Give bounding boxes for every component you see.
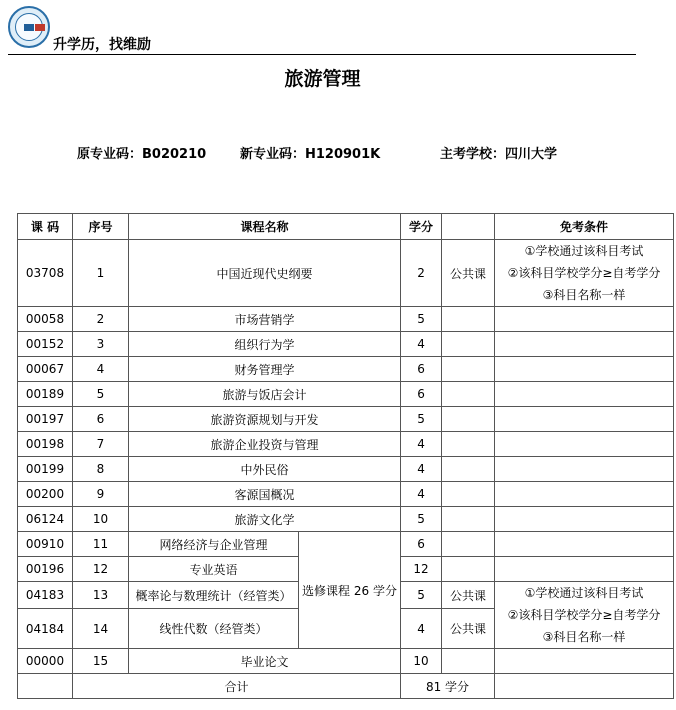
course-name: 概率论与数理统计（经管类） (129, 582, 299, 609)
table-row (18, 457, 674, 482)
course-code: 00200 (18, 482, 73, 507)
table-row (18, 482, 674, 507)
course-type (442, 507, 495, 532)
course-type (442, 532, 495, 557)
course-type (442, 482, 495, 507)
course-seq: 12 (73, 557, 129, 582)
course-code: 00152 (18, 332, 73, 357)
header-seq: 序号 (73, 214, 129, 240)
table-row (18, 432, 674, 457)
course-seq: 15 (73, 649, 129, 674)
course-name: 旅游企业投资与管理 (129, 432, 401, 457)
header-course-name: 课程名称 (129, 214, 401, 240)
header-divider (8, 54, 636, 55)
course-type (442, 382, 495, 407)
course-code: 00058 (18, 307, 73, 332)
logo-emblem (15, 13, 43, 41)
exempt-conditions (495, 240, 674, 307)
exempt-condition: ①学校通过该科目考试 (524, 586, 644, 600)
table-row (18, 332, 674, 357)
course-code: 00198 (18, 432, 73, 457)
course-code: 00067 (18, 357, 73, 382)
course-name: 客源国概况 (129, 482, 401, 507)
course-code: 06124 (18, 507, 73, 532)
course-credits: 5 (401, 307, 442, 332)
course-code: 04183 (18, 582, 73, 609)
header-type (442, 214, 495, 240)
course-seq: 8 (73, 457, 129, 482)
exempt-conditions (495, 507, 674, 532)
exempt-conditions (495, 307, 674, 332)
table-row (18, 357, 674, 382)
course-name: 组织行为学 (129, 332, 401, 357)
course-type (442, 649, 495, 674)
course-name: 中外民俗 (129, 457, 401, 482)
total-exempt-blank (495, 674, 674, 699)
course-credits: 5 (401, 407, 442, 432)
course-credits: 4 (401, 332, 442, 357)
course-seq: 11 (73, 532, 129, 557)
course-credits: 2 (401, 240, 442, 307)
course-name: 线性代数（经管类） (129, 609, 299, 649)
original-major-code: 原专业码：B020210 (77, 147, 207, 162)
course-name: 专业英语 (129, 557, 299, 582)
new-major-code: 新专业码：H120901K (240, 147, 381, 162)
course-credits: 4 (401, 609, 442, 649)
exempt-condition: ③科目名称一样 (542, 288, 626, 302)
course-credits: 4 (401, 457, 442, 482)
exempt-conditions (495, 649, 674, 674)
course-seq: 7 (73, 432, 129, 457)
course-credits: 6 (401, 532, 442, 557)
course-code: 03708 (18, 240, 73, 307)
exempt-conditions (495, 407, 674, 432)
course-name: 财务管理学 (129, 357, 401, 382)
header-slogan: 升学历，找维励 (53, 37, 151, 53)
table-row (18, 307, 674, 332)
course-seq: 14 (73, 609, 129, 649)
course-type (442, 457, 495, 482)
table-row (18, 407, 674, 432)
exempt-conditions (495, 332, 674, 357)
course-seq: 5 (73, 382, 129, 407)
course-table (17, 213, 674, 699)
course-credits: 6 (401, 357, 442, 382)
course-credits: 6 (401, 382, 442, 407)
exam-school: 主考学校：四川大学 (440, 147, 558, 162)
course-type: 公共课 (442, 240, 495, 307)
total-blank (18, 674, 73, 699)
exempt-conditions (495, 382, 674, 407)
elective-credits-note: 选修课程 26 学分 (299, 532, 401, 649)
course-type (442, 407, 495, 432)
course-name: 中国近现代史纲要 (129, 240, 401, 307)
course-seq: 9 (73, 482, 129, 507)
course-code: 00197 (18, 407, 73, 432)
total-label: 合计 (73, 674, 401, 699)
exempt-conditions (495, 557, 674, 582)
exempt-condition: ③科目名称一样 (542, 630, 626, 644)
exempt-conditions (495, 532, 674, 557)
course-code: 00189 (18, 382, 73, 407)
course-type (442, 432, 495, 457)
total-row (18, 674, 674, 699)
course-name: 旅游文化学 (129, 507, 401, 532)
course-seq: 10 (73, 507, 129, 532)
header-credits: 学分 (401, 214, 442, 240)
course-seq: 1 (73, 240, 129, 307)
course-type (442, 557, 495, 582)
course-type (442, 307, 495, 332)
course-name: 旅游资源规划与开发 (129, 407, 401, 432)
course-type (442, 332, 495, 357)
course-code: 04184 (18, 609, 73, 649)
exempt-condition: ①学校通过该科目考试 (524, 244, 644, 258)
course-credits: 10 (401, 649, 442, 674)
table-row (18, 507, 674, 532)
header-exempt: 免考条件 (495, 214, 674, 240)
course-type (442, 357, 495, 382)
course-credits: 4 (401, 482, 442, 507)
course-name: 毕业论文 (129, 649, 401, 674)
course-seq: 4 (73, 357, 129, 382)
exempt-condition: ②该科目学校学分≥自考学分 (507, 266, 661, 280)
course-credits: 5 (401, 507, 442, 532)
exempt-condition: ②该科目学校学分≥自考学分 (507, 608, 661, 622)
course-seq: 3 (73, 332, 129, 357)
course-code: 00000 (18, 649, 73, 674)
course-name: 市场营销学 (129, 307, 401, 332)
book-icon (35, 24, 45, 31)
course-code: 00196 (18, 557, 73, 582)
exempt-conditions (495, 457, 674, 482)
course-seq: 6 (73, 407, 129, 432)
book-icon (24, 24, 34, 31)
course-type: 公共课 (442, 609, 495, 649)
course-credits: 5 (401, 582, 442, 609)
page-title: 旅游管理 (284, 68, 361, 90)
table-row (18, 382, 674, 407)
exempt-conditions (495, 432, 674, 457)
school-logo (8, 6, 50, 48)
table-row (18, 240, 674, 307)
course-credits: 4 (401, 432, 442, 457)
exempt-conditions (495, 482, 674, 507)
course-seq: 13 (73, 582, 129, 609)
course-credits: 12 (401, 557, 442, 582)
course-type: 公共课 (442, 582, 495, 609)
total-credits: 81 学分 (401, 674, 495, 699)
course-name: 旅游与饭店会计 (129, 382, 401, 407)
table-row (18, 532, 674, 557)
course-code: 00910 (18, 532, 73, 557)
course-code: 00199 (18, 457, 73, 482)
table-row (18, 649, 674, 674)
exempt-conditions (495, 582, 674, 649)
exempt-conditions (495, 357, 674, 382)
course-seq: 2 (73, 307, 129, 332)
course-name: 网络经济与企业管理 (129, 532, 299, 557)
table-header-row (18, 214, 674, 240)
header-code: 课 码 (18, 214, 73, 240)
